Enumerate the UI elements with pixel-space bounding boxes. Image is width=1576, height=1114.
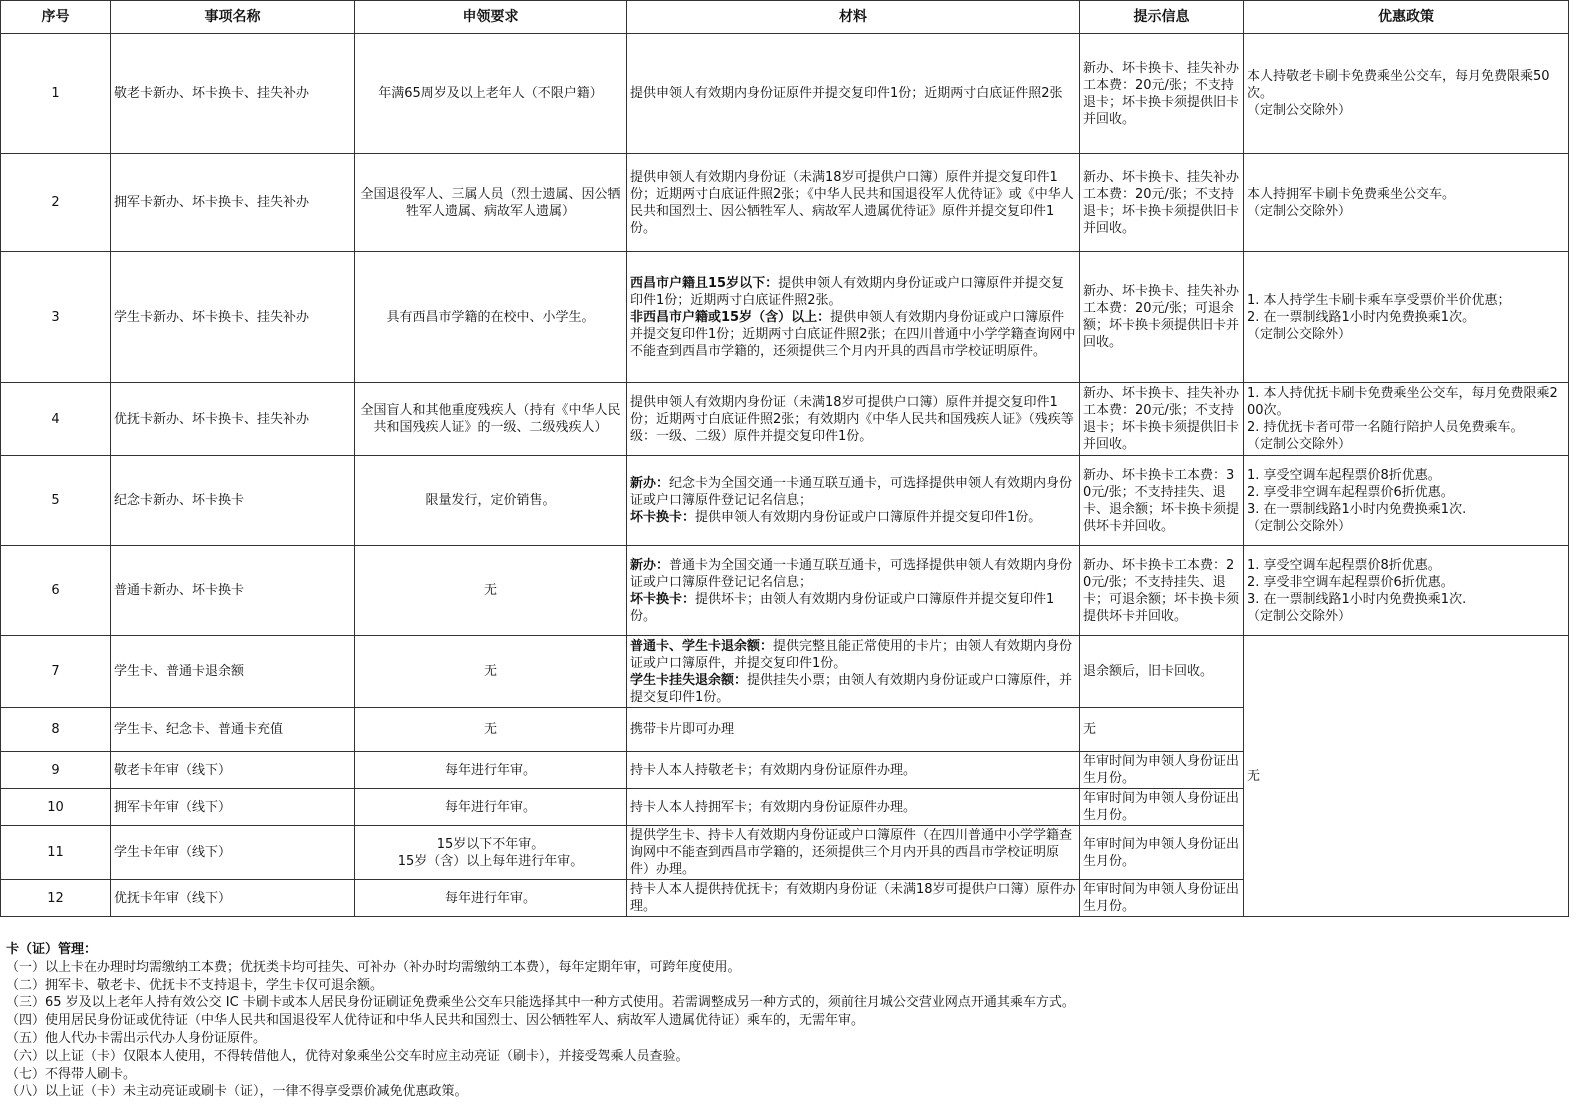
policy-line: 1. 享受空调车起程票价8折优惠。: [1247, 467, 1441, 483]
cell-material: 携带卡片即可办理: [627, 708, 1080, 752]
cell-tip: 年审时间为申领人身份证出生月份。: [1080, 880, 1244, 917]
cell-requirement: 限量发行，定价销售。: [355, 456, 627, 546]
cell-seq: 9: [1, 752, 111, 789]
table-row: [1, 383, 1569, 456]
table-header-row: [1, 1, 1569, 34]
cell-item-name: 纪念卡新办、坏卡换卡: [111, 456, 355, 546]
policy-line: （定制公交除外）: [1247, 326, 1352, 342]
notes-line: （三）65 岁及以上老年人持有效公交 IC 卡刷卡或本人居民身份证刷证免费乘坐公交车只能选择其中一种方式使用。若需调整成另一种方式的，须前往月城公交营业网点开通其乘车方式。: [6, 995, 1075, 1011]
notes-line: （一）以上卡在办理时均需缴纳工本费；优抚类卡均可挂失、可补办（补办时均需缴纳工本费），每年定期年审，可跨年度使用。: [6, 959, 741, 975]
notes-line: （八）以上证（卡）未主动亮证或刷卡（证），一律不得享受票价减免优惠政策。: [6, 1084, 468, 1100]
cell-tip: 新办、坏卡换卡、挂失补办工本费：20元/张；可退余额；坏卡换卡须提供旧卡并回收。: [1080, 252, 1244, 383]
cell-material: [627, 456, 1080, 546]
cell-item-name: 学生卡年审（线下）: [111, 826, 355, 880]
cell-tip: 年审时间为申领人身份证出生月份。: [1080, 752, 1244, 789]
cell-policy: [1244, 546, 1569, 636]
policy-line: （定制公交除外）: [1247, 608, 1352, 624]
table-row: [1, 456, 1569, 546]
cell-seq: 3: [1, 252, 111, 383]
cell-material: 提供学生卡、持卡人有效期内身份证或户口簿原件（在四川普通中小学学籍查询网中不能查到西昌市学籍的，还须提供三个月内开具的西昌市学校证明原件）办理。: [627, 826, 1080, 880]
header-policy: 优惠政策: [1244, 1, 1569, 34]
cell-requirement: 年满65周岁及以上老年人（不限户籍）: [355, 34, 627, 154]
cell-tip: 年审时间为申领人身份证出生月份。: [1080, 826, 1244, 880]
material-text: 提供挂失小票；由领人有效期内身份证或户口簿原件，并提交复印件1份。: [630, 672, 1073, 705]
card-management-notes: [6, 941, 1566, 1101]
cell-seq: 8: [1, 708, 111, 752]
notes-title: 卡（证）管理：: [6, 942, 98, 957]
material-text: 普通卡为全国交通一卡通互联互通卡，可选择提供申领人有效期内身份证或户口簿原件登记记名信息；: [630, 557, 1073, 590]
table-row: [1, 34, 1569, 154]
cell-item-name: 学生卡新办、坏卡换卡、挂失补办: [111, 252, 355, 383]
cell-seq: 5: [1, 456, 111, 546]
cell-seq: 7: [1, 636, 111, 708]
cell-seq: 4: [1, 383, 111, 456]
cell-item-name: 学生卡、纪念卡、普通卡充值: [111, 708, 355, 752]
material-text: 纪念卡为全国交通一卡通互联互通卡，可选择提供申领人有效期内身份证或户口簿原件登记记名信息；: [630, 476, 1073, 508]
cell-tip: 退余额后，旧卡回收。: [1080, 636, 1244, 708]
material-text: 提供坏卡；由领人有效期内身份证或户口簿原件并提交复印件1份。: [630, 591, 1055, 624]
requirement-line: 15岁（含）以上每年进行年审。: [397, 853, 584, 869]
cell-policy: [1244, 383, 1569, 456]
policy-line: 本人持敬老卡刷卡免费乘坐公交车，每月免费限乘50次。: [1247, 69, 1550, 101]
material-text: 提供申领人有效期内身份证或户口簿原件并提交复印件1份；近期两寸白底证件照2张。: [630, 275, 1065, 308]
material-bold-label: 普通卡、学生卡退余额：: [630, 638, 774, 654]
cell-tip: 无: [1080, 708, 1244, 752]
policy-line: 2. 享受非空调车起程票价6折优惠。: [1247, 484, 1454, 500]
material-bold-label: 新办：: [630, 557, 670, 573]
cell-item-name: 优抚卡年审（线下）: [111, 880, 355, 917]
cell-material: 提供申领人有效期内身份证（未满18岁可提供户口簿）原件并提交复印件1份；近期两寸白底证件照2张；有效期内《中华人民共和国残疾人证》（残疾等级：一级、二级）原件并提交复印件1份。: [627, 383, 1080, 456]
table-row: [1, 154, 1569, 252]
cell-item-name: 普通卡新办、坏卡换卡: [111, 546, 355, 636]
policy-line: 1. 本人持优抚卡刷卡免费乘坐公交车，每月免费限乘200次。: [1247, 386, 1558, 418]
policy-line: （定制公交除外）: [1247, 518, 1352, 534]
table-row: [1, 546, 1569, 636]
policy-line: 1. 本人持学生卡刷卡乘车享受票价半价优惠；: [1247, 292, 1511, 308]
cell-tip: 年审时间为申领人身份证出生月份。: [1080, 789, 1244, 826]
cell-policy: [1244, 252, 1569, 383]
cell-item-name: 拥军卡新办、坏卡换卡、挂失补办: [111, 154, 355, 252]
cell-material: 持卡人本人持拥军卡；有效期内身份证原件办理。: [627, 789, 1080, 826]
table-row: [1, 252, 1569, 383]
policy-line: 1. 享受空调车起程票价8折优惠。: [1247, 557, 1441, 573]
notes-line: （六）以上证（卡）仅限本人使用，不得转借他人，优待对象乘坐公交车时应主动亮证（刷卡），并接受驾乘人员查验。: [6, 1048, 689, 1064]
cell-tip: 新办、坏卡换卡、挂失补办工本费：20元/张；不支持退卡；坏卡换卡须提供旧卡并回收。: [1080, 154, 1244, 252]
cell-item-name: 拥军卡年审（线下）: [111, 789, 355, 826]
cell-item-name: 学生卡、普通卡退余额: [111, 636, 355, 708]
cell-material: [627, 546, 1080, 636]
cell-tip: 新办、坏卡换卡工本费：30元/张；不支持挂失、退卡、退余额；坏卡换卡须提供坏卡并回收。: [1080, 456, 1244, 546]
material-bold-label: 坏卡换卡：: [630, 510, 696, 525]
header-material: 材料: [627, 1, 1080, 34]
cell-policy: [1244, 34, 1569, 154]
material-bold-label: 西昌市户籍且15岁以下：: [630, 275, 779, 291]
header-seq: 序号: [1, 1, 111, 34]
cell-seq: 10: [1, 789, 111, 826]
cell-material: 持卡人本人持敬老卡；有效期内身份证原件办理。: [627, 752, 1080, 789]
material-text: 提供完整且能正常使用的卡片；由领人有效期内身份证或户口簿原件，并提交复印件1份。: [630, 638, 1073, 671]
cell-seq: 12: [1, 880, 111, 917]
cell-tip: 新办、坏卡换卡、挂失补办工本费：20元/张；不支持退卡；坏卡换卡须提供旧卡并回收。: [1080, 34, 1244, 154]
cell-seq: 6: [1, 546, 111, 636]
cell-material: 持卡人本人提供持优抚卡；有效期内身份证（未满18岁可提供户口簿）原件办理。: [627, 880, 1080, 917]
cell-requirement: 全国退役军人、三属人员（烈士遗属、因公牺牲军人遗属、病故军人遗属）: [355, 154, 627, 252]
policy-line: 本人持拥军卡刷卡免费乘坐公交车。: [1247, 186, 1456, 202]
cell-material: 提供申领人有效期内身份证原件并提交复印件1份；近期两寸白底证件照2张: [627, 34, 1080, 154]
cell-item-name: 优抚卡新办、坏卡换卡、挂失补办: [111, 383, 355, 456]
material-bold-label: 非西昌市户籍或15岁（含）以上：: [630, 309, 831, 325]
cell-item-name: 敬老卡年审（线下）: [111, 752, 355, 789]
cell-seq: 11: [1, 826, 111, 880]
cell-seq: 2: [1, 154, 111, 252]
notes-line: （五）他人代办卡需出示代办人身份证原件。: [6, 1030, 267, 1046]
policy-line: 2. 在一票制线路1小时内免费换乘1次。: [1247, 309, 1476, 325]
header-item-name: 事项名称: [111, 1, 355, 34]
cell-policy-merged: 无: [1244, 636, 1569, 917]
cell-item-name: 敬老卡新办、坏卡换卡、挂失补办: [111, 34, 355, 154]
policy-line: （定制公交除外）: [1247, 203, 1352, 219]
cell-requirement: [355, 826, 627, 880]
material-bold-label: 学生卡挂失退余额：: [630, 672, 748, 688]
header-requirement: 申领要求: [355, 1, 627, 34]
cell-requirement: 每年进行年审。: [355, 880, 627, 917]
cell-requirement: 每年进行年审。: [355, 752, 627, 789]
policy-line: 2. 享受非空调车起程票价6折优惠。: [1247, 574, 1454, 590]
policy-line: 2. 持优抚卡者可带一名随行陪护人员免费乘车。: [1247, 420, 1524, 435]
policy-line: （定制公交除外）: [1247, 437, 1352, 452]
policy-line: （定制公交除外）: [1247, 103, 1352, 118]
cell-tip: 新办、坏卡换卡工本费：20元/张；不支持挂失、退卡；可退余额；坏卡换卡须提供坏卡并回收。: [1080, 546, 1244, 636]
cell-requirement: 每年进行年审。: [355, 789, 627, 826]
cell-material: [627, 252, 1080, 383]
cell-policy: [1244, 456, 1569, 546]
material-bold-label: 坏卡换卡：: [630, 591, 696, 607]
policy-line: 3. 在一票制线路1小时内免费换乘1次.: [1247, 501, 1467, 517]
cell-material: [627, 636, 1080, 708]
material-text: 提供申领人有效期内身份证或户口簿原件并提交复印件1份。: [695, 510, 1042, 525]
policy-line: 3. 在一票制线路1小时内免费换乘1次.: [1247, 591, 1467, 607]
cell-requirement: 无: [355, 708, 627, 752]
cell-tip: 新办、坏卡换卡、挂失补办工本费：20元/张；不支持退卡；坏卡换卡须提供旧卡并回收。: [1080, 383, 1244, 456]
material-bold-label: 新办：: [630, 476, 670, 491]
cell-policy: [1244, 154, 1569, 252]
cell-requirement: 具有西昌市学籍的在校中、小学生。: [355, 252, 627, 383]
notes-line: （四）使用居民身份证或优待证（中华人民共和国退役军人优待证和中华人民共和国烈士、因公牺牲军人、病故军人遗属优待证）乘车的，无需年审。: [6, 1013, 865, 1029]
requirement-line: 15岁以下不年审。: [436, 836, 545, 852]
notes-line: （七）不得带人刷卡。: [6, 1066, 137, 1082]
table-row: [1, 636, 1569, 708]
cell-material: 提供申领人有效期内身份证（未满18岁可提供户口簿）原件并提交复印件1份；近期两寸白底证件照2张；《中华人民共和国退役军人优待证》或《中华人民共和国烈士、因公牺牲军人、病故军人遗属优待证》原件并提交复印件1份。: [627, 154, 1080, 252]
notes-line: （二）拥军卡、敬老卡、优抚卡不支持退卡，学生卡仅可退余额。: [6, 977, 384, 993]
cell-requirement: 无: [355, 546, 627, 636]
header-tip: 提示信息: [1080, 1, 1244, 34]
material-text: 提供申领人有效期内身份证或户口簿原件并提交复印件1份；近期两寸白底证件照2张；在四川普通中小学学籍查询网中不能查到西昌市学籍的，还须提供三个月内开具的西昌市学校证明原件。: [630, 309, 1076, 359]
cell-requirement: 全国盲人和其他重度残疾人（持有《中华人民共和国残疾人证》的一级、二级残疾人）: [355, 383, 627, 456]
cell-requirement: 无: [355, 636, 627, 708]
cell-seq: 1: [1, 34, 111, 154]
